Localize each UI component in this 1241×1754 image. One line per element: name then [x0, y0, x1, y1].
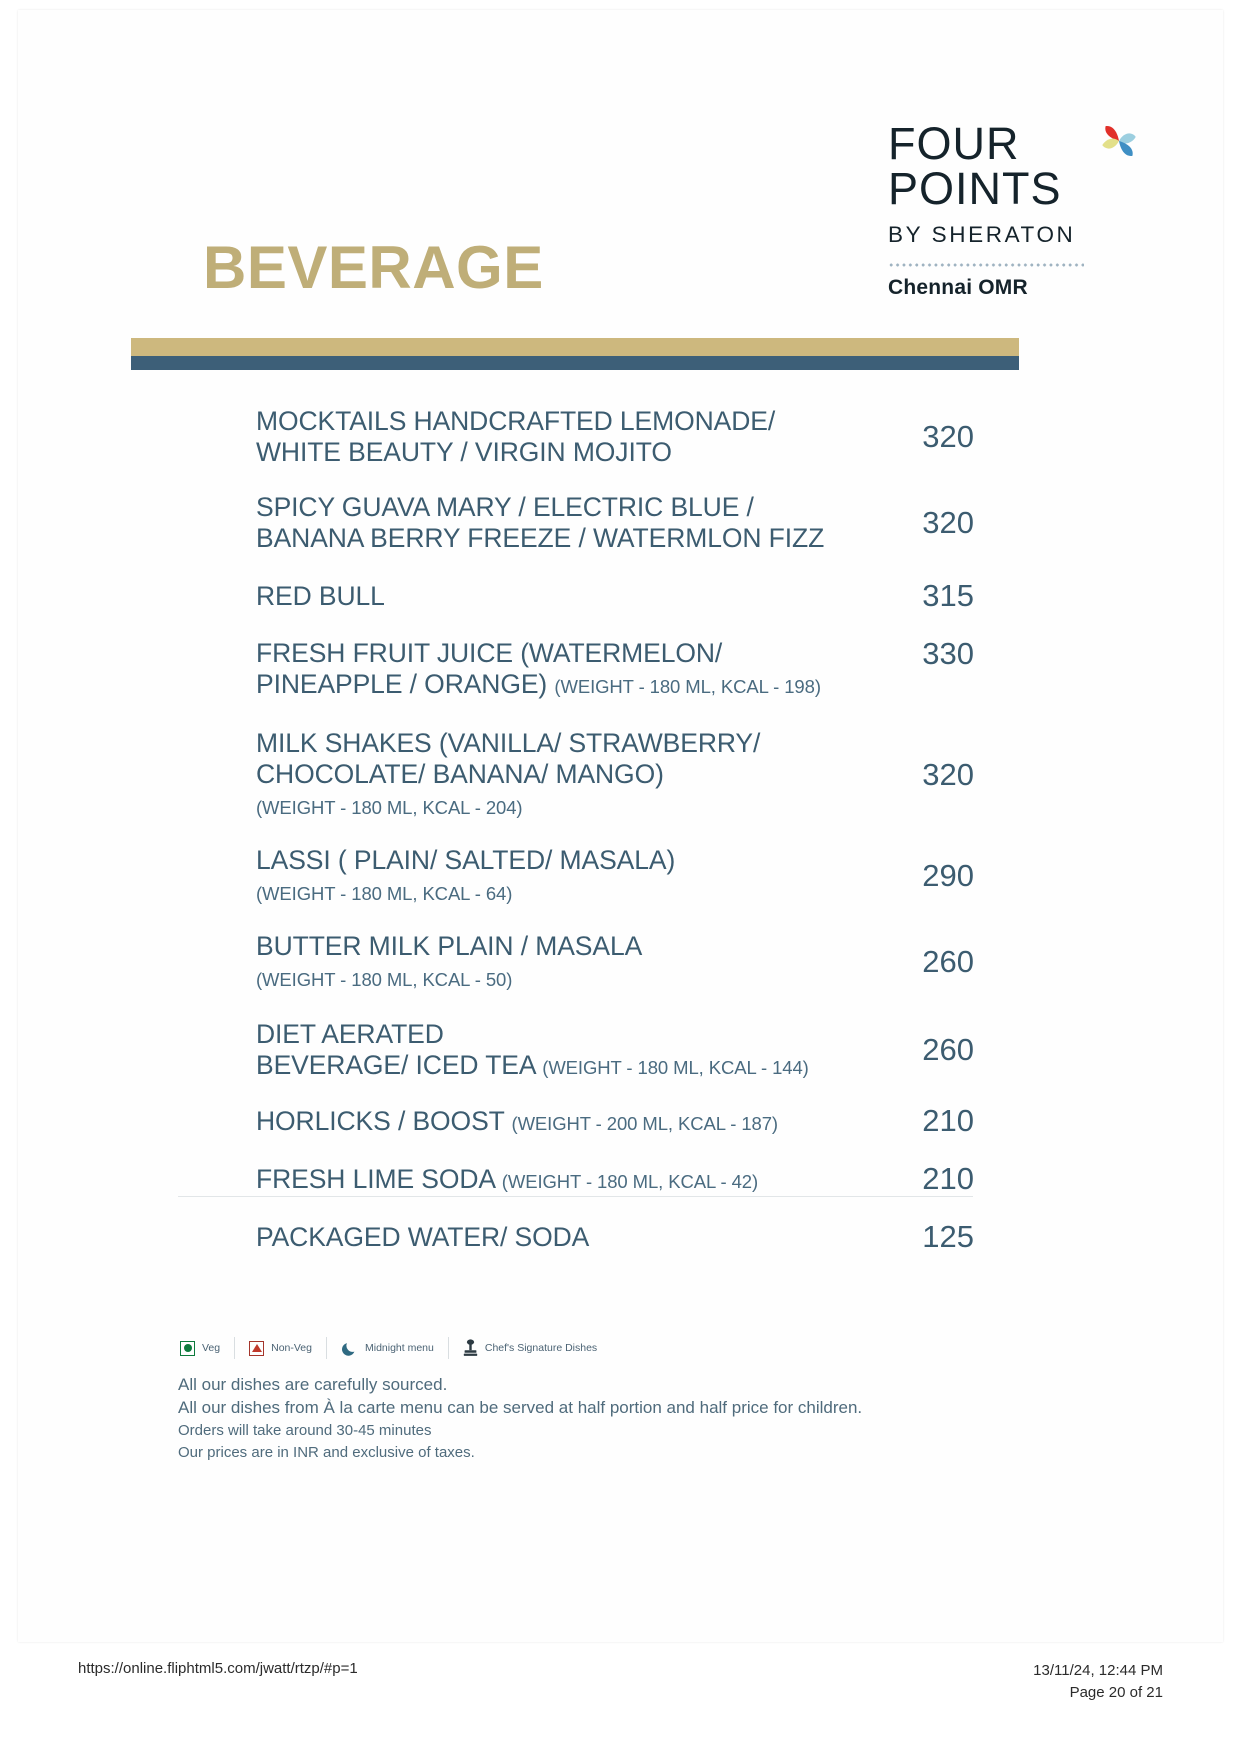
brand-line2: POINTS	[888, 162, 1062, 214]
menu-item-name-line2	[256, 759, 896, 821]
menu-sheet	[18, 10, 1223, 1642]
print-footer-page: Page 20 of 21	[1069, 1683, 1163, 1701]
menu-item-price: 315	[922, 578, 974, 613]
menu-item-name-line1: HORLICKS / BOOST	[256, 1105, 505, 1136]
non-veg-icon	[249, 1341, 264, 1356]
menu-item-name-line1: SPICY GUAVA MARY / ELECTRIC BLUE /	[256, 492, 754, 522]
divider-gold	[131, 338, 1019, 356]
menu-item-row	[256, 1105, 974, 1137]
menu-item-name-line2-text: PINEAPPLE / ORANGE)	[256, 669, 548, 699]
menu-item-name-line1: LASSI ( PLAIN/ SALTED/ MASALA)	[256, 845, 676, 875]
menu-item-price: 320	[922, 505, 974, 540]
menu-item-row	[256, 1163, 974, 1195]
menu-item-name-line1: FRESH FRUIT JUICE (WATERMELON/	[256, 638, 723, 668]
menu-item-name	[256, 1019, 809, 1081]
legend-label: Midnight menu	[364, 1342, 434, 1354]
menu-item-note: (WEIGHT - 200 ML, KCAL - 187)	[511, 1112, 778, 1134]
legend-item-veg	[180, 1337, 235, 1359]
menu-item-name	[256, 845, 896, 907]
menu-item-name	[256, 581, 385, 612]
menu-item-row	[256, 728, 974, 821]
menu-item-row	[256, 580, 974, 612]
menu-item-name	[256, 1222, 589, 1253]
page-title: BEVERAGE	[203, 234, 544, 301]
menu-item-price: 125	[922, 1219, 974, 1254]
menu-item-note: (WEIGHT - 180 ML, KCAL - 204)	[256, 797, 523, 818]
menu-item-name-line1: DIET AERATED	[256, 1019, 444, 1049]
menu-item-row	[256, 406, 974, 468]
menu-item-price: 320	[922, 419, 974, 454]
menu-item-price: 330	[922, 636, 974, 671]
menu-item-note: (WEIGHT - 180 ML, KCAL - 42)	[501, 1170, 759, 1192]
menu-item-name	[256, 728, 896, 821]
menu-item-name	[256, 638, 821, 700]
menu-item-row	[256, 1221, 974, 1253]
menu-item-price: 210	[922, 1161, 974, 1196]
menu-item-name	[256, 1164, 758, 1195]
menu-item-row	[256, 931, 974, 993]
menu-item-name-line2-text: BEVERAGE/ ICED TEA	[256, 1050, 535, 1080]
menu-item-row	[256, 845, 974, 907]
note-line-1: All our dishes are carefully sourced.	[178, 1375, 448, 1394]
menu-item-note: (WEIGHT - 180 ML, KCAL - 64)	[256, 883, 513, 904]
menu-item-name-line2-text: CHOCOLATE/ BANANA/ MANGO)	[256, 759, 664, 789]
print-footer-timestamp: 13/11/24, 12:44 PM	[1033, 1662, 1163, 1679]
legend-label: Veg	[202, 1342, 221, 1354]
menu-item-row	[256, 492, 974, 554]
note-line-4: Our prices are in INR and exclusive of taxes.	[178, 1444, 475, 1462]
divider-navy	[131, 356, 1019, 370]
menu-item-name-line1: FRESH LIME SODA	[256, 1163, 495, 1194]
brand-city: Chennai OMR	[888, 276, 1028, 300]
footer-notes	[178, 1374, 1008, 1465]
menu-item-name-line1: MOCKTAILS HANDCRAFTED LEMONADE/	[256, 406, 776, 436]
legend-label: Non-Veg	[271, 1342, 312, 1354]
menu-item-name-line2: WHITE BEAUTY / VIRGIN MOJITO	[256, 437, 672, 467]
menu-item-row	[256, 638, 974, 700]
chef-signature-icon	[463, 1339, 478, 1357]
menu-item-name-line2	[256, 669, 821, 700]
menu-item-price: 320	[922, 756, 974, 792]
menu-item-name-line1: PACKAGED WATER/ SODA	[256, 1221, 590, 1252]
menu-list	[256, 406, 974, 1253]
legend-item-chef-signature	[449, 1337, 611, 1359]
print-footer-url: https://online.fliphtml5.com/jwatt/rtzp/#p=1	[78, 1660, 358, 1677]
menu-item-name-line1: RED BULL	[256, 580, 385, 611]
legend-item-non-veg	[235, 1337, 327, 1359]
brand-line1-text: FOUR	[888, 118, 1020, 169]
menu-item-name-line1: BUTTER MILK PLAIN / MASALA	[256, 931, 641, 961]
brand-logo	[888, 118, 1098, 300]
menu-item-name	[256, 492, 824, 554]
menu-item-note: (WEIGHT - 180 ML, KCAL - 50)	[256, 969, 513, 990]
note-line-2: All our dishes from À la carte menu can be served at half portion and half price for children.	[178, 1397, 863, 1417]
menu-item-name-line2	[256, 1050, 809, 1081]
menu-item-price: 210	[922, 1103, 974, 1138]
menu-item-row	[256, 1019, 974, 1081]
menu-item-price: 260	[922, 1032, 974, 1067]
menu-item-note: (WEIGHT - 180 ML, KCAL - 198)	[554, 676, 821, 697]
menu-item-name	[256, 1106, 778, 1137]
veg-icon	[180, 1341, 195, 1356]
menu-item-name	[256, 406, 775, 468]
menu-item-name-line2: BANANA BERRY FREEZE / WATERMLON FIZZ	[256, 523, 825, 553]
brand-byline: BY SHERATON	[888, 222, 1076, 248]
menu-item-name	[256, 931, 896, 993]
footer-divider	[178, 1196, 973, 1197]
print-footer-meta	[1033, 1660, 1163, 1704]
brand-dotted-divider	[888, 263, 1084, 267]
menu-item-price: 260	[922, 944, 974, 979]
legend-label: Chef's Signature Dishes	[484, 1342, 598, 1354]
menu-item-name-line1: MILK SHAKES (VANILLA/ STRAWBERRY/	[256, 728, 761, 758]
legend	[180, 1337, 611, 1359]
four-points-pinwheel-icon	[1096, 118, 1142, 164]
note-line-3: Orders will take around 30-45 minutes	[178, 1421, 432, 1439]
brand-line1	[888, 118, 1098, 169]
menu-item-price: 290	[922, 858, 974, 893]
crescent-moon-icon	[341, 1340, 358, 1357]
legend-item-midnight-menu	[327, 1337, 449, 1359]
menu-item-note: (WEIGHT - 180 ML, KCAL - 144)	[542, 1057, 809, 1078]
